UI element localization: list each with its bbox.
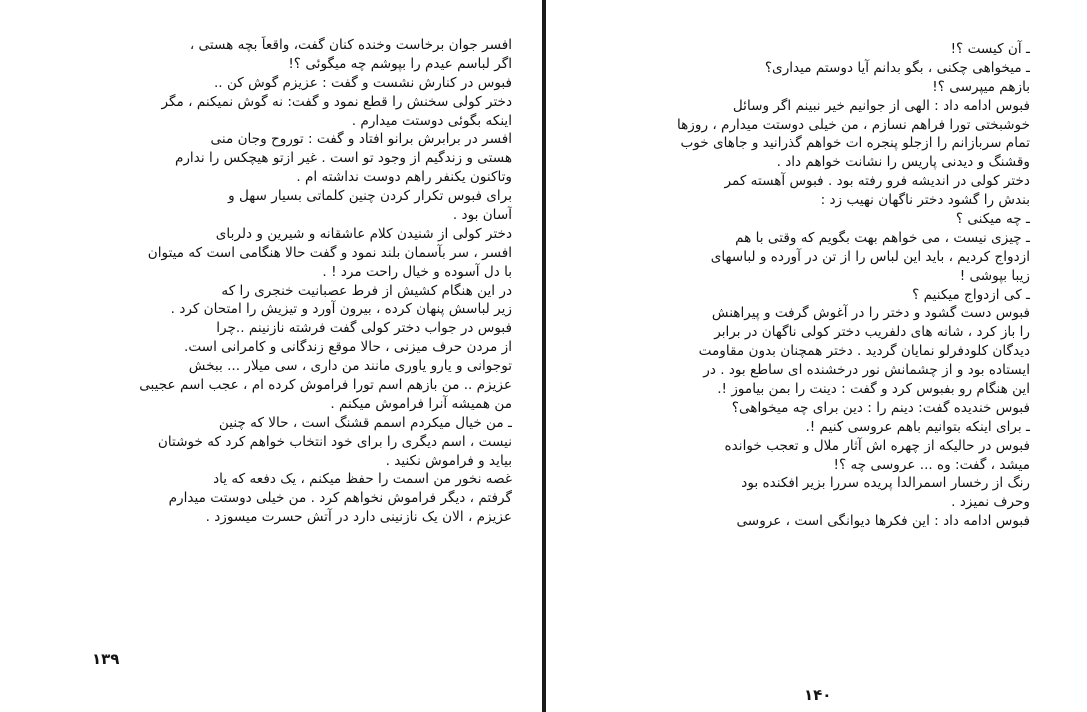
text-line: رنگ از رخسار اسمرالدا پریده سررا بزیر افکنده بود: [741, 475, 1030, 492]
left-page-number: ۱۳۹: [92, 650, 120, 668]
text-line: ـ میخواهی چکنی ، بگو بدانم آیا دوستم میداری؟: [764, 59, 1030, 76]
text-line: نیست ، اسم دیگری را برای خود انتخاب خواهم کرد که خوشتان: [157, 433, 512, 450]
left-page: [0, 0, 543, 712]
text-line: وقشنگ و دیدنی پاریس را نشانت خواهم داد .: [776, 154, 1030, 171]
text-line: فبوس در کنارش نشست و گفت : عزیزم گوش کن ..: [213, 74, 512, 91]
book-gutter: [542, 0, 546, 712]
text-line: دختر کولی در اندیشه فرو رفته بود . فبوس آهسته کمر: [724, 173, 1030, 190]
text-line: دیدگان کلودفرلو نمایان گردید . دختر همچنان بدون مقاومت: [698, 343, 1030, 360]
text-line: ـ من خیال میکردم اسمم قشنگ است ، حالا که چنین: [218, 414, 512, 431]
text-line: فبوس خندیده گفت: دینم را : دین برای چه میخواهی؟: [731, 399, 1030, 416]
right-page-body: [606, 40, 1030, 531]
text-line: زیبا بپوشی !: [959, 267, 1030, 284]
text-line: اگر لباسم عیدم را بپوشم چه میگوئی ؟!: [288, 55, 512, 72]
text-line: با دل آسوده و خیال راحت مرد ! .: [322, 263, 512, 280]
text-line: وحرف نمیزد .: [951, 494, 1030, 511]
text-line: ایستاده بود و از چشمانش نور درخشنده ای ساطع بود . در: [703, 362, 1030, 379]
text-line: بازهم میپرسی ؟!: [932, 78, 1030, 95]
text-line: اینکه بگوئی دوستت میدارم .: [351, 112, 512, 129]
text-line: را باز کرد ، شانه های دلفریب دختر کولی ناگهان در برابر: [714, 324, 1030, 341]
text-line: وتاکنون یکنفر راهم دوست نداشته ام .: [296, 169, 512, 186]
text-line: ـ چه میکنی ؟: [955, 211, 1030, 228]
text-line: دختر کولی سخنش را قطع نمود و گفت: نه گوش نمیکنم ، مگر: [161, 93, 512, 110]
text-line: ازدواج کردیم ، باید این لباس را از تن در آورده و لباسهای: [710, 248, 1030, 265]
text-line: گرفتم ، دیگر فراموش نخواهم کرد . من خیلی دوستت میدارم: [168, 490, 512, 507]
text-line: آسان بود .: [452, 207, 512, 224]
text-line: در این هنگام کشیش از فرط عصبانیت خنجری را که: [221, 282, 512, 299]
left-page-body: [80, 36, 512, 527]
text-line: من همیشه آنرا فراموش میکنم .: [330, 395, 512, 412]
text-line: بندش را گشود دختر ناگهان نهیب زد :: [820, 192, 1030, 209]
text-line: توجوانی و یارو یاوری مانند من داری ، سی میلار ... ببخش: [188, 358, 512, 375]
text-line: غصه نخور من اسمت را حفظ میکنم ، یک دفعه که یاد: [213, 471, 512, 488]
right-page-number: ۱۴۰: [804, 686, 832, 704]
text-line: از مردن حرف میزنی ، حالا موقع زندگانی و کامرانی است.: [184, 339, 512, 356]
text-line: میشد ، گفت: وه ... عروسی چه ؟!: [833, 456, 1030, 473]
text-line: عزیزم .. من بازهم اسم تورا فراموش کرده ام ، عجب اسم عجیبی: [139, 377, 512, 394]
text-line: فبوس دست گشود و دختر را در آغوش گرفت و پیراهنش: [711, 305, 1030, 322]
text-line: عزیزم ، الان یک نازنینی دارد در آتش حسرت میسوزد .: [205, 509, 512, 526]
text-line: افسر در برابرش برانو افتاد و گفت : توروح وجان منی: [210, 131, 512, 148]
text-line: فبوس در حالیکه از چهره اش آثار ملال و تعجب خوانده: [724, 437, 1030, 454]
text-line: خوشبختی تورا فراهم نسازم ، من خیلی دوستت میدارم ، روزها: [677, 116, 1030, 133]
text-line: فبوس در جواب دختر کولی گفت فرشته نازنینم ..چرا: [216, 320, 512, 337]
text-line: فبوس ادامه داد : این فکرها دیوانگی است ، عروسی: [736, 513, 1030, 530]
text-line: تمام سربازانم را ازجلو پنجره ات خواهم گذرانید و جاهای خوب: [680, 135, 1030, 152]
right-page: [548, 0, 1087, 712]
text-line: بیاید و فراموش نکنید .: [385, 452, 512, 469]
text-line: فبوس ادامه داد : الهی از جوانیم خیر نبینم اگر وسائل: [732, 97, 1030, 114]
text-line: برای فبوس تکرار کردن چنین کلماتی بسیار سهل و: [228, 188, 512, 205]
text-line: افسر ، سر بآسمان بلند نمود و گفت حالا هنگامی است که میتوان: [147, 244, 512, 261]
text-line: افسر جوان برخاست وخنده کنان گفت، واقعاً بچه هستی ،: [189, 37, 512, 53]
text-line: ـ کی ازدواج میکنیم ؟: [912, 286, 1030, 303]
text-line: هستی و زندگیم از وجود تو است . غیر ازتو هیچکس را ندارم: [174, 150, 512, 167]
text-line: ـ برای اینکه بتوانیم باهم عروسی کنیم !.: [805, 418, 1030, 435]
text-line: ـ چیزی نیست ، می خواهم بهت بگویم که وقتی با هم: [735, 229, 1030, 246]
text-line: این هنگام رو بفبوس کرد و گفت : دینت را بمن بیاموز !.: [717, 381, 1030, 398]
text-line: دختر کولی از شنیدن کلام عاشقانه و شیرین و دلربای: [215, 225, 512, 242]
text-line: زیر لباسش پنهان کرده ، بیرون آورد و تیزیش را امتحان کرد .: [170, 301, 512, 318]
text-line: ـ آن کیست ؟!: [950, 41, 1030, 57]
